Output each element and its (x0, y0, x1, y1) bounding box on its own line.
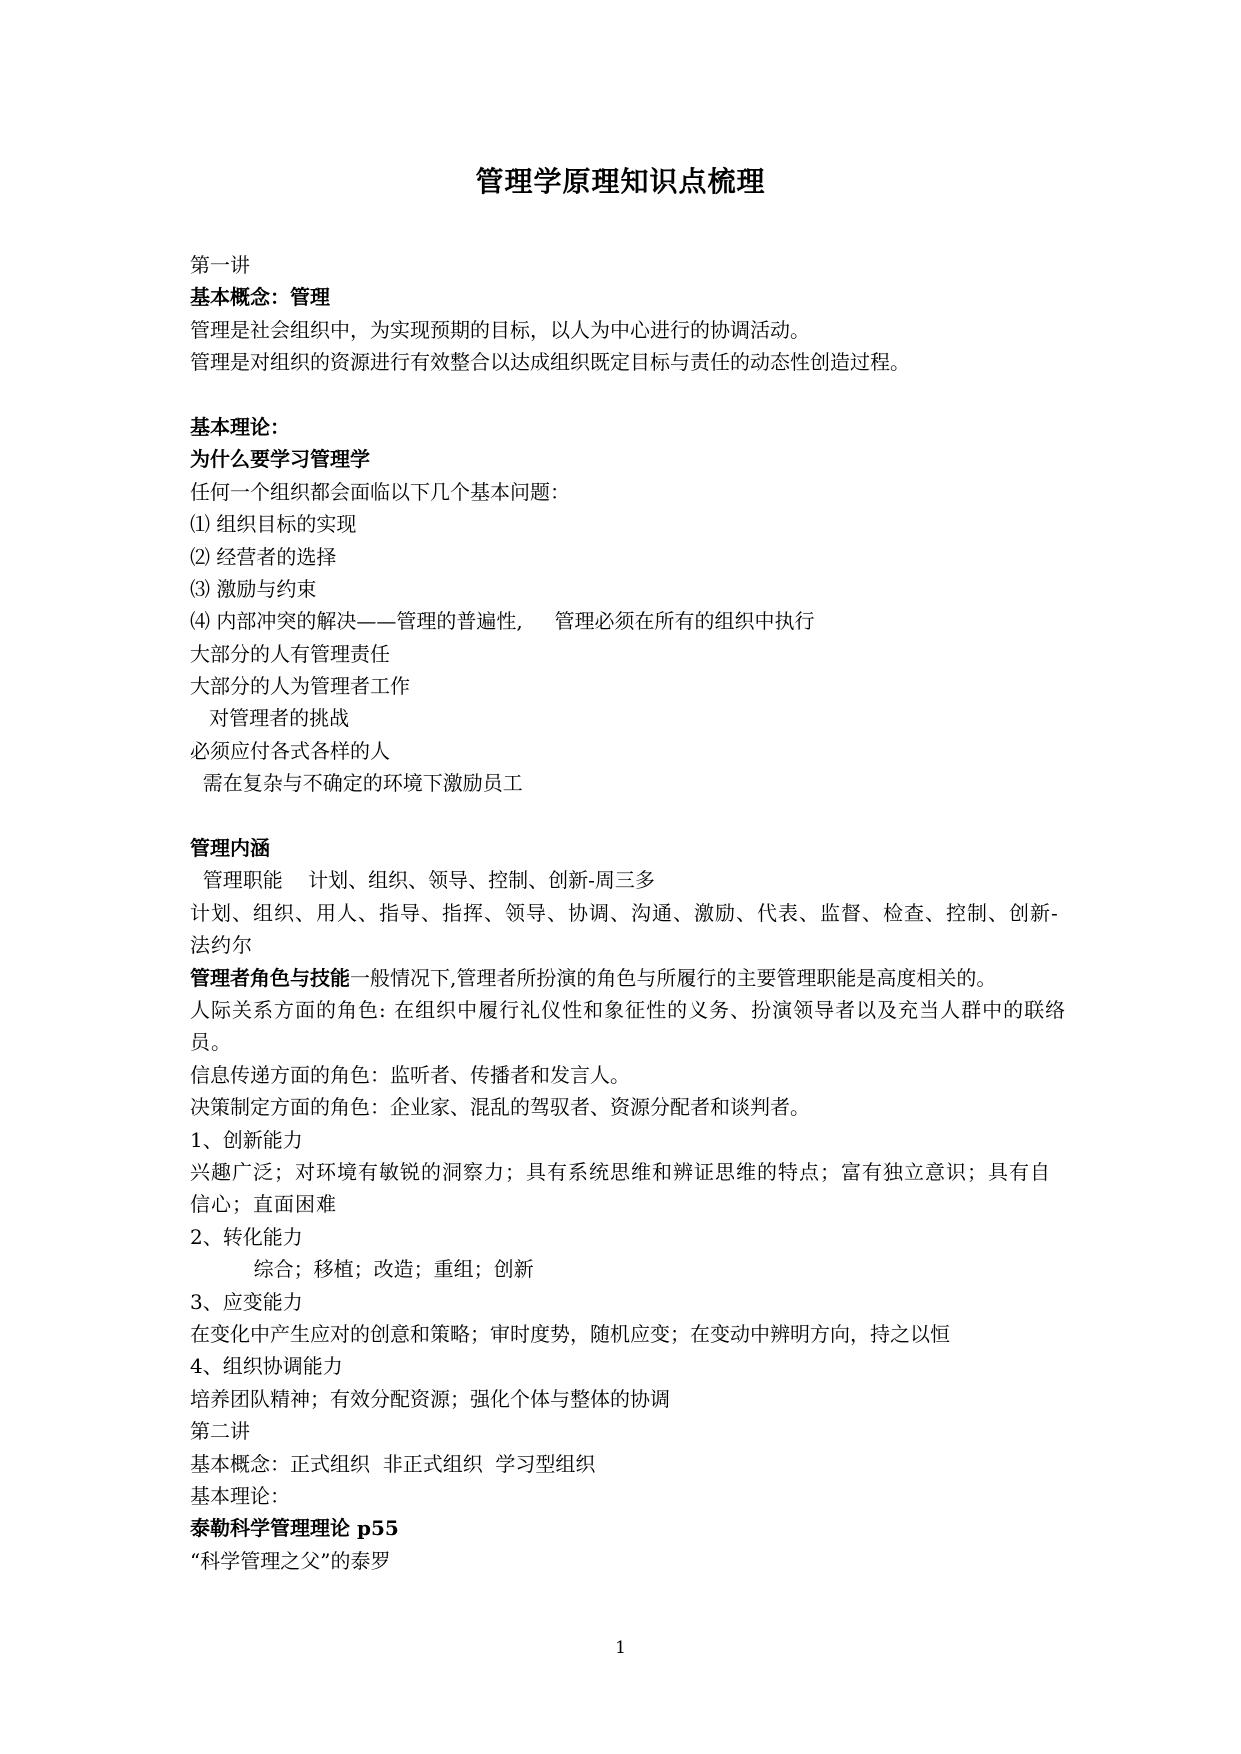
text-line: 2、转化能力 (190, 1224, 303, 1249)
text-line: 人际关系方面的角色: 在组织中履行礼仪性和象征性的义务、扮演领导者以及充当人群中的联络员。 (190, 998, 1067, 1055)
section-heading: 泰勒科学管理理论 p55 (190, 1516, 399, 1541)
page-number: 1 (615, 1638, 626, 1658)
text-line: 管理职能 计划、组织、领导、控制、创新-周三多 (190, 868, 655, 893)
text-line: 管理是对组织的资源进行有效整合以达成组织既定目标与责任的动态性创造过程。 (190, 350, 910, 375)
inline-heading: 管理者角色与技能 (190, 965, 350, 990)
text-line: 3、应变能力 (190, 1289, 303, 1314)
text-line: ⑶ 激励与约束 (190, 576, 317, 601)
text-line: 综合；移植；改造；重组；创新 (190, 1257, 534, 1282)
document-title: 管理学原理知识点梳理 (475, 165, 766, 198)
text-line: 兴趣广泛；对环境有敏锐的洞察力；具有系统思维和辨证思维的特点；富有独立意识；具有自信心；直面困难 (190, 1160, 1051, 1217)
blank-line (190, 800, 1070, 832)
text-line: 1、创新能力 (190, 1127, 303, 1152)
section-heading: 为什么要学习管理学 (190, 447, 370, 472)
text-line: 信息传递方面的角色：监听者、传播者和发言人。 (190, 1062, 630, 1087)
text-line: ⑷ 内部冲突的解决——管理的普遍性, 管理必须在所有的组织中执行 (190, 609, 815, 634)
text-line: ⑴ 组织目标的实现 (190, 512, 357, 537)
text-line: 计划、组织、用人、指导、指挥、领导、协调、沟通、激励、代表、监督、检查、控制、创新-法约尔 (190, 900, 1059, 958)
text-line: ⑵ 经营者的选择 (190, 544, 337, 569)
text-line: “科学管理之父”的泰罗 (190, 1548, 391, 1573)
text-line: 大部分的人有管理责任 (190, 641, 390, 666)
text-line: 大部分的人为管理者工作 (190, 674, 410, 699)
text-line (190, 962, 1070, 994)
text-line: 基本理论： (190, 1483, 290, 1508)
section-heading: 基本概念：管理 (190, 285, 330, 310)
text-line: 培养团队精神；有效分配资源；强化个体与整体的协调 (190, 1386, 670, 1411)
text-line: 在变化中产生应对的创意和策略；审时度势，随机应变；在变动中辨明方向，持之以恒 (190, 1321, 950, 1346)
section-heading: 基本理论： (190, 414, 290, 439)
text-line: 第一讲 (190, 253, 250, 277)
text-line: 决策制定方面的角色：企业家、混乱的驾驭者、资源分配者和谈判者。 (190, 1095, 810, 1120)
text-line: 任何一个组织都会面临以下几个基本问题： (190, 479, 570, 504)
text-line: 基本概念：正式组织 非正式组织 学习型组织 (190, 1451, 596, 1476)
text-line: 4、组织协调能力 (190, 1354, 343, 1379)
document-body (190, 249, 1070, 1577)
text-line: 第二讲 (190, 1419, 250, 1444)
inline-text: 一般情况下,管理者所扮演的角色与所履行的主要管理职能是高度相关的。 (350, 965, 997, 990)
section-heading: 管理内涵 (190, 836, 270, 861)
blank-line (190, 379, 1070, 411)
text-line: 必须应付各式各样的人 (190, 738, 390, 763)
text-line: 需在复杂与不确定的环境下激励员工 (190, 771, 523, 796)
text-line: 对管理者的挑战 (190, 706, 350, 731)
text-line: 管理是社会组织中，为实现预期的目标，以人为中心进行的协调活动。 (190, 317, 810, 342)
